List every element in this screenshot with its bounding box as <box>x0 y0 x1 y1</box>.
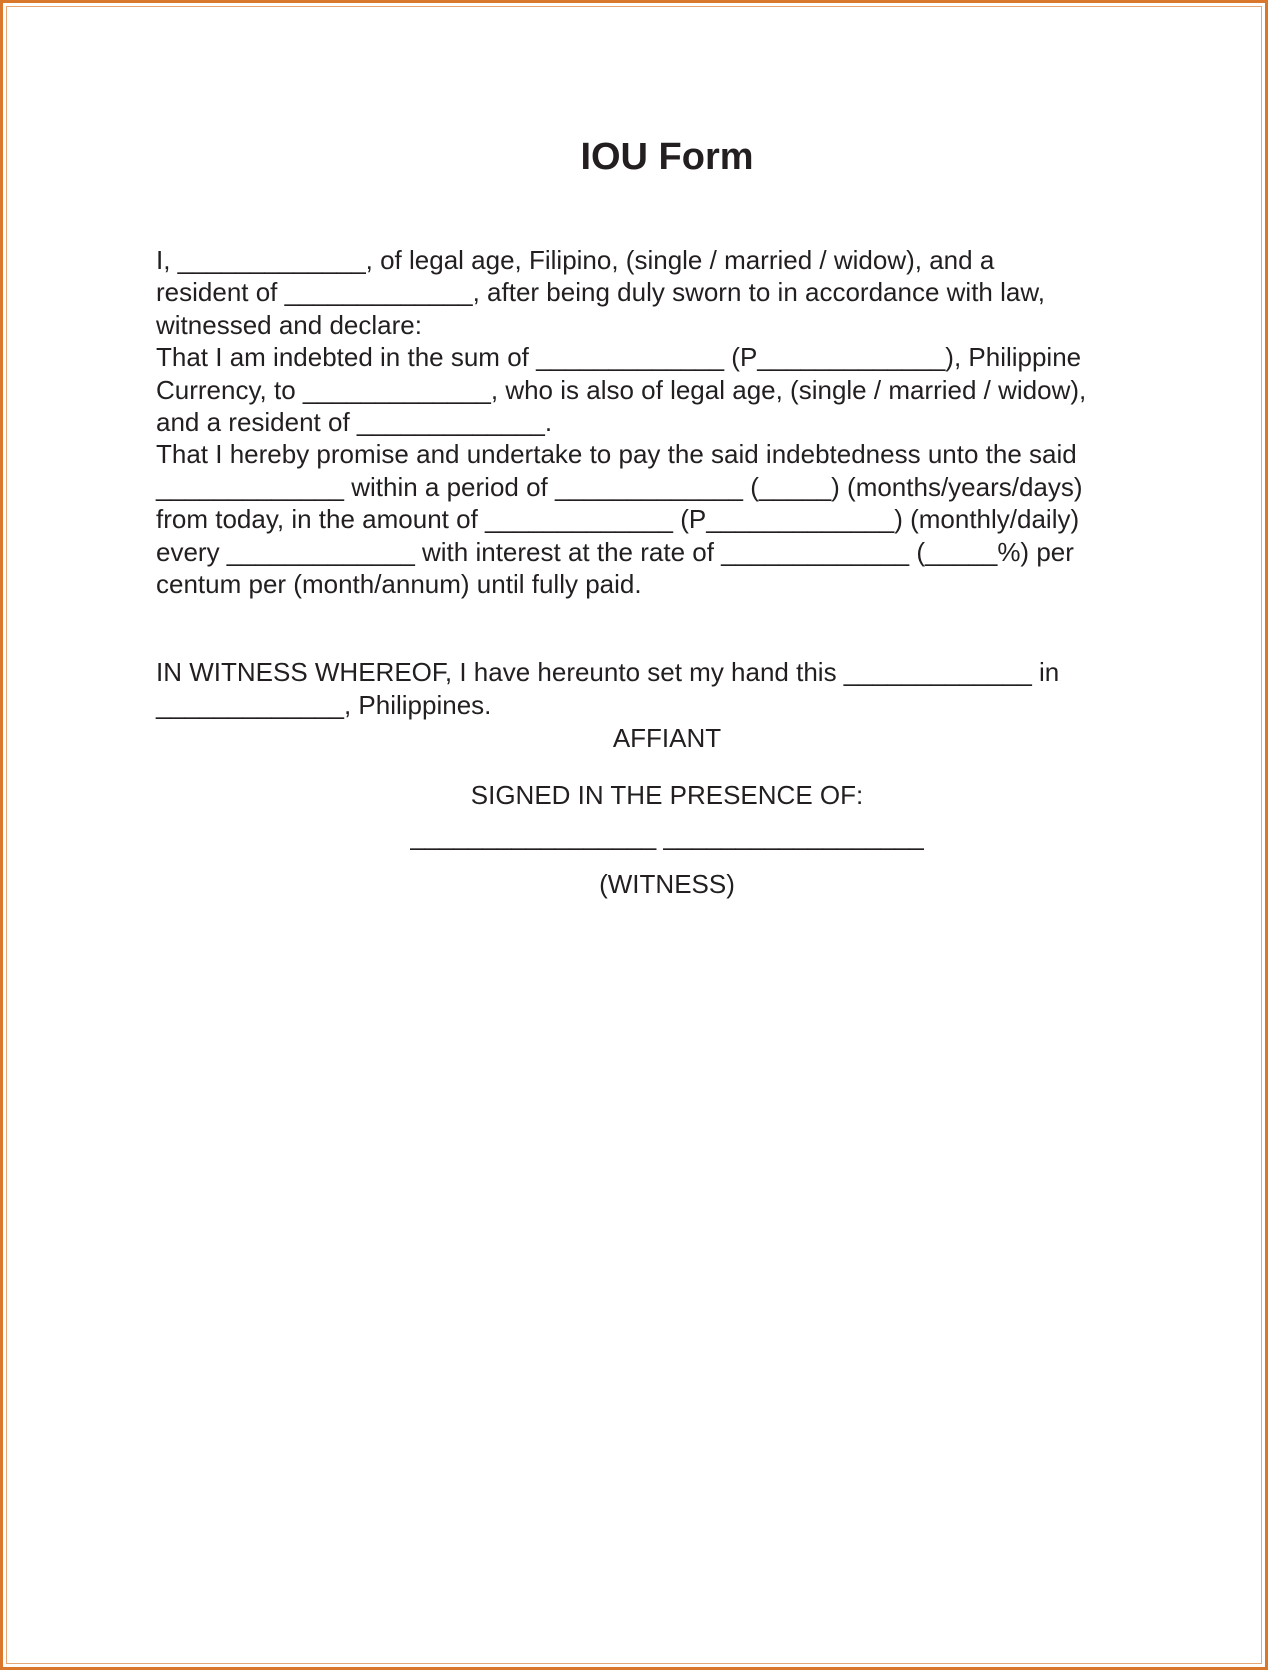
paragraph-line: from today, in the amount of _____________ (P_____________) (monthly/daily) <box>156 504 1080 535</box>
paragraph-line: and a resident of _____________. <box>156 406 553 437</box>
witness-clause-line: _____________, Philippines. <box>156 689 492 720</box>
paragraph-line: every _____________ with interest at the rate of _____________ (_____%) per <box>156 536 1074 567</box>
paragraph-line: _____________ within a period of _____________ (_____) (months/years/days) <box>156 471 1083 502</box>
paragraph-line: That I hereby promise and undertake to pay the said indebtedness unto the said <box>156 439 1077 470</box>
signed-presence-label: SIGNED IN THE PRESENCE OF: <box>470 780 864 810</box>
witness-label: (WITNESS) <box>599 869 735 899</box>
witness-clause-line: IN WITNESS WHEREOF, I have hereunto set my hand this _____________ in <box>156 657 1060 688</box>
paragraph-line: centum per (month/annum) until fully paid. <box>156 568 642 599</box>
paragraph-line: resident of _____________, after being duly sworn to in accordance with law, <box>156 277 1045 308</box>
paragraph-line: That I am indebted in the sum of _____________ (P_____________), Philippine <box>156 342 1082 373</box>
paragraph-line: Currency, to _____________, who is also of legal age, (single / married / widow), <box>156 374 1087 405</box>
document-body <box>156 244 1196 721</box>
paragraph-spacer <box>156 600 1196 656</box>
signature-lines: _________________ __________________ <box>410 821 924 851</box>
paragraph-line: I, _____________, of legal age, Filipino, (single / married / widow), and a <box>156 245 995 275</box>
document-title: IOU Form <box>580 136 754 178</box>
paragraph-line: witnessed and declare: <box>156 309 422 340</box>
affiant-label: AFFIANT <box>612 723 722 753</box>
